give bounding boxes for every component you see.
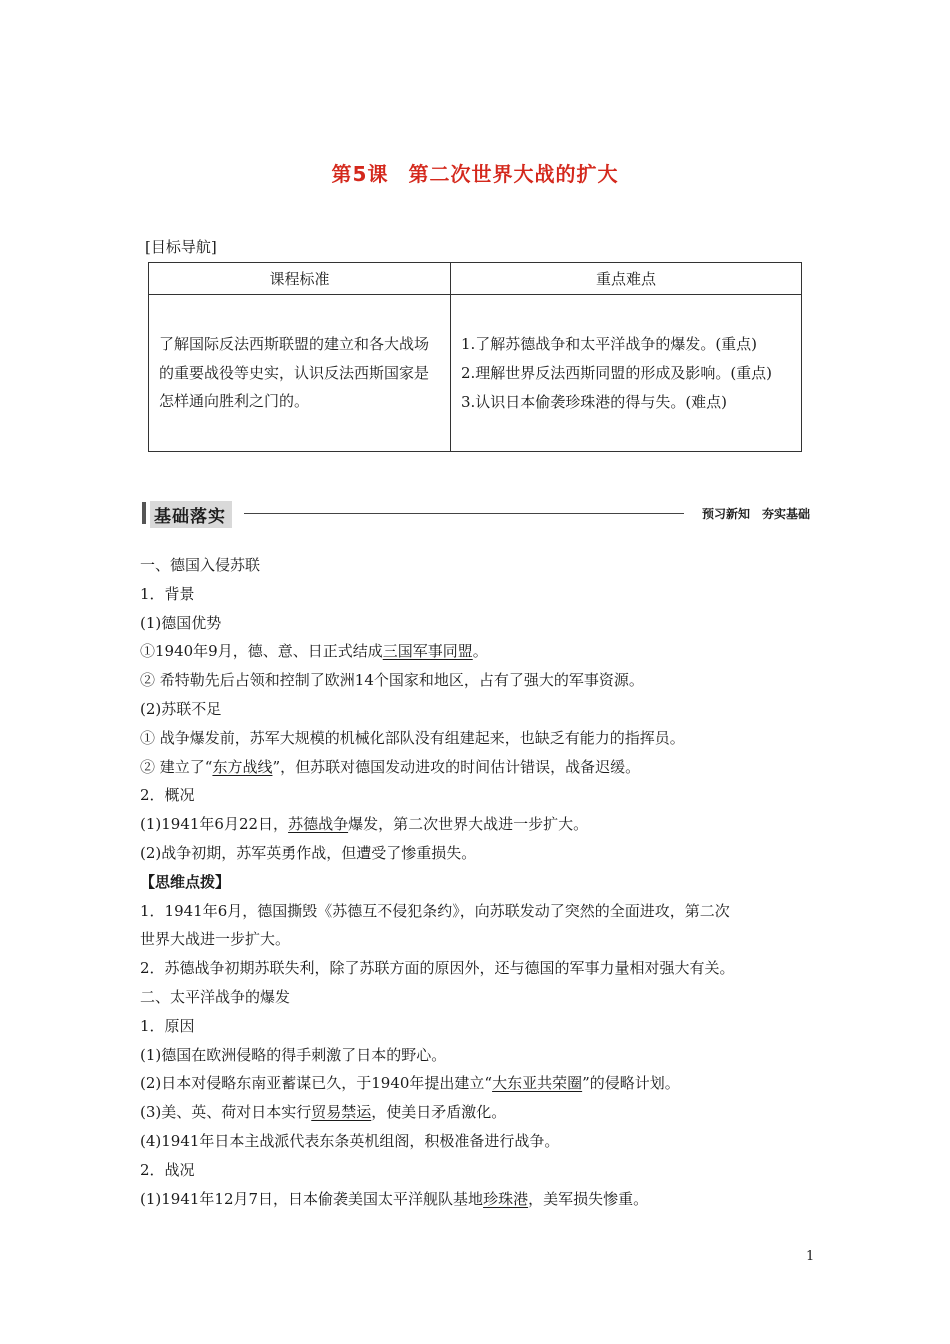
header-course-standard: 课程标准	[149, 263, 451, 295]
text-line: 1．1941年6月，德国撕毁《苏德互不侵犯条约》，向苏联发动了突然的全面进攻，第二次	[140, 901, 730, 920]
text-line: (1)1941年6月22日，苏德战争爆发，第二次世界大战进一步扩大。	[140, 815, 589, 834]
text-line: (1)德国优势	[140, 613, 222, 632]
key-term: 苏德战争	[288, 815, 349, 834]
text-line: (1)德国在欧洲侵略的得手刺激了日本的野心。	[140, 1045, 447, 1064]
subheading-causes: 1．原因	[140, 1016, 195, 1035]
page-number: 1	[806, 1249, 815, 1264]
text-line: (2)战争初期，苏军英勇作战，但遭受了惨重损失。	[140, 843, 477, 862]
header-key-points: 重点难点	[451, 263, 802, 295]
subheading-battle: 2．战况	[140, 1160, 195, 1179]
key-point: 3.认识日本偷袭珍珠港的得与失。(难点)	[461, 392, 728, 411]
key-term: 东方战线	[212, 757, 273, 776]
lesson-name: 第二次世界大战的扩大	[408, 162, 619, 186]
key-point: 2.理解世界反法西斯同盟的形成及影响。(重点)	[461, 363, 773, 382]
heading-pacific-war: 二、太平洋战争的爆发	[140, 987, 291, 1006]
page-title	[0, 158, 950, 187]
key-term: 珍珠港	[483, 1189, 529, 1208]
text-line: 2．苏德战争初期苏联失利，除了苏联方面的原因外，还与德国的军事力量相对强大有关。	[140, 959, 735, 978]
lesson-content	[140, 551, 812, 1213]
key-term: 贸易禁运	[311, 1103, 372, 1122]
text-line: ② 希特勒先后占领和控制了欧洲14个国家和地区，占有了强大的军事资源。	[140, 671, 644, 690]
text-line: ①1940年9月，德、意、日正式结成三国军事同盟。	[140, 642, 488, 661]
lesson-number: 第5课	[331, 162, 389, 186]
goals-table	[148, 262, 802, 452]
text-line: (2)苏联不足	[140, 699, 222, 718]
section-divider	[244, 513, 684, 514]
text-line: (3)美、英、荷对日本实行贸易禁运，使美日矛盾激化。	[140, 1103, 507, 1122]
text-line: ② 建立了“东方战线”，但苏联对德国发动进攻的时间估计错误，战备迟缓。	[140, 757, 641, 776]
text-line: (4)1941年日本主战派代表东条英机组阁，积极准备进行战争。	[140, 1131, 560, 1150]
key-term: 大东亚共荣圈	[492, 1074, 583, 1093]
section-subtitle: 预习新知 夯实基础	[701, 507, 810, 521]
course-standard-cell: 了解国际反法西斯联盟的建立和各大战场的重要战役等史实，认识反法西斯国家是怎样通向胜利之门的。	[149, 295, 451, 452]
section-header	[140, 500, 812, 528]
key-point: 1.了解苏德战争和太平洋战争的爆发。(重点)	[461, 334, 758, 353]
key-points-cell	[451, 295, 802, 452]
subheading-overview: 2．概况	[140, 786, 195, 805]
text-line: ① 战争爆发前，苏军大规模的机械化部队没有组建起来，也缺乏有能力的指挥员。	[140, 728, 685, 747]
text-line: (2)日本对侵略东南亚蓄谋已久，于1940年提出建立“大东亚共荣圈”的侵略计划。	[140, 1074, 680, 1093]
goal-nav-label: [目标导航]	[145, 238, 217, 256]
text-line: 世界大战进一步扩大。	[140, 930, 291, 949]
key-term: 三国军事同盟	[382, 642, 473, 661]
text-line: (1)1941年12月7日，日本偷袭美国太平洋舰队基地珍珠港，美军损失惨重。	[140, 1189, 649, 1208]
heading-germany-invades: 一、德国入侵苏联	[140, 556, 261, 574]
section-title: 基础落实	[150, 501, 232, 528]
subheading-background: 1．背景	[140, 584, 195, 603]
thinking-tips-label: 【思维点拨】	[140, 872, 231, 891]
section-marker	[142, 502, 146, 524]
